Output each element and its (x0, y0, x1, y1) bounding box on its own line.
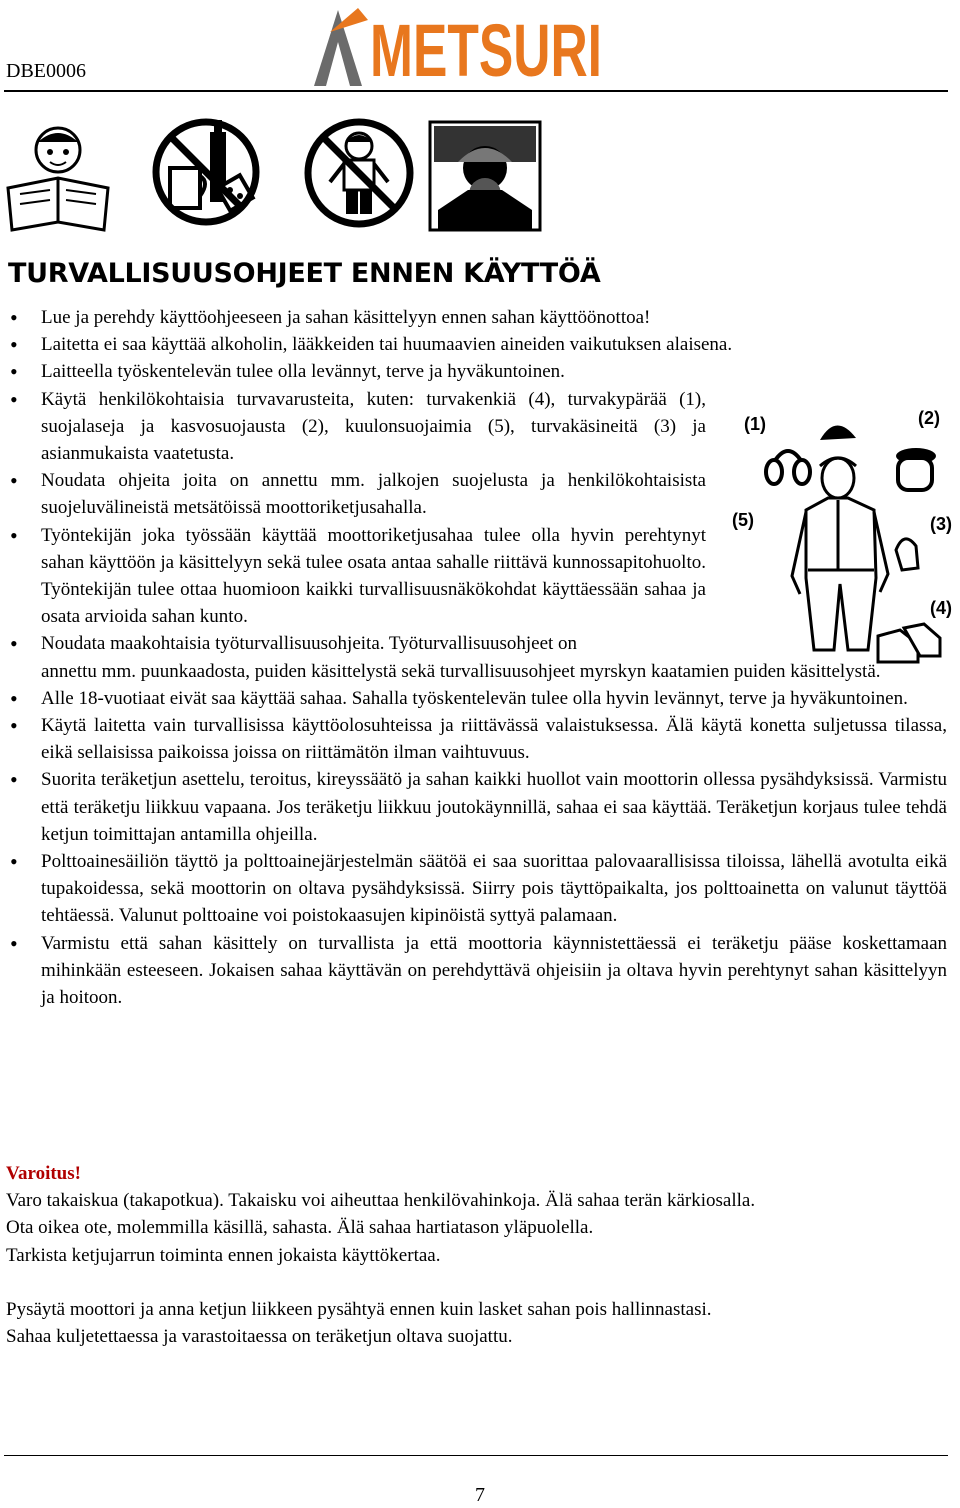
list-item: • Alle 18-vuotiaat eivät saa käyttää sahaa. Sahalla työskentelevän tulee olla hyvin levännyt, terve ja hyväkuntoinen. (0, 685, 947, 712)
header-divider (4, 90, 948, 92)
warning-title: Varoitus! (6, 1163, 81, 1184)
list-item: • Työntekijän joka työssään käyttää moottoriketjusahaa tulee olla hyvin perehtynyt sahan käyttöön ja käsittelyyn sekä tulee osata antaa sahalle riittävä kunnossapitohuolto. Työntekijän tulee ottaa huomioon kaikki turvallisuusnäkökohdat käyttäessään sahaa ja osata arvioida sahan kunto. (0, 522, 706, 631)
list-item: • Lue ja perehdy käyttöohjeeseen ja sahan käsittelyyn ennen sahan käyttöönottoa! (0, 304, 947, 331)
list-item: • Käytä henkilökohtaisia turvavarusteita, kuten: turvakenkiä (4), turvakypärää (1), suojalaseja ja kasvosuojausta (2), kuulonsuojaimia (5), turvakäsineitä (3) ja asianmukaista vaatetusta. (0, 386, 706, 468)
warning-block (6, 1160, 951, 1350)
list-item: • Polttoainesäiliön täyttö ja polttoainejärjestelmän säätöä ei saa suorittaa palovaarallisissa tiloissa, lähellä avotulta eikä tupakoidessa, sekä moottorin on oltava pysähdyksissä. Siirry pois täyttöpaikalta, jos polttoainetta on valunut täyttöä tehtäessä. Valunut polttoaine voi poistokaasujen kipinöistä syttyä palamaan. (0, 848, 947, 930)
figure-label-1: (1) (744, 414, 766, 434)
figure-label-5: (5) (732, 510, 754, 530)
figure-label-2: (2) (918, 408, 940, 428)
logo-wordmark: METSURI (370, 9, 602, 92)
no-alcohol-drugs-icon (150, 116, 262, 228)
no-children-icon (302, 116, 416, 230)
section-title: TURVALLISUUSOHJEET ENNEN KÄYTTÖÄ (8, 258, 601, 289)
list-item: • Käytä laitetta vain turvallisissa käyttöolosuhteissa ja riittävässä valaistuksessa. Älä käytä konetta suljetussa tilassa, eikä sellaisissa paikoissa joissa on riittämätön ilman vaihtuvuus. (0, 712, 947, 766)
list-item: • Laitetta ei saa käyttää alkoholin, lääkkeiden tai huumaavien aineiden vaikutuksen alaisena. (0, 331, 947, 358)
warning-line: Tarkista ketjujarrun toiminta ennen jokaista käyttökertaa. (6, 1244, 441, 1266)
warning-line: Pysäytä moottori ja anna ketjun liikkeen pysähtyä ennen kuin lasket sahan pois hallinnastasi. (6, 1298, 712, 1320)
protective-gear-icon (428, 120, 542, 232)
list-item: • Noudata ohjeita joita on annettu mm. jalkojen suojelusta ja henkilökohtaisista suojeluvälineistä metsätöissä moottoriketjusahalla. (0, 467, 706, 521)
list-item-line: Noudata maakohtaisia työturvallisuusohjeita. Työturvallisuusohjeet on (41, 633, 578, 655)
warning-line: Varo takaiskua (takapotkua). Takaisku voi aiheuttaa henkilövahinkoja. Älä sahaa terän kärkiosalla. (6, 1190, 756, 1212)
list-item: • Laitteella työskentelevän tulee olla levännyt, terve ja hyväkuntoinen. (0, 358, 947, 385)
warning-line: Sahaa kuljetettaessa ja varastoitaessa on teräketjun oltava suojattu. (6, 1326, 513, 1348)
paragraph-spacer (6, 1269, 951, 1296)
list-item-continuation: annettu mm. puunkaadosta, puiden käsittelystä sekä turvallisuusohjeet myrskyn kaatamien puiden käsittelystä. (41, 660, 881, 682)
safety-instructions-list (0, 304, 947, 1011)
logo-mark-icon (314, 8, 368, 86)
metsuri-logo (308, 2, 608, 92)
list-item: • Varmistu että sahan käsittely on turvallista ja että moottoria käynnistettäessä ei teräketju pääse koskettamaan mihinkään esteeseen. Jokaisen sahaa käyttävän on perehdyttävä ohjeisiin ja oltava hyvin perehtynyt sahan käsittelyyn ja hoitoon. (0, 930, 947, 1012)
list-item (0, 630, 947, 684)
figure-label-3: (3) (930, 514, 952, 534)
read-manual-icon (4, 118, 112, 234)
page-number: 7 (475, 1484, 485, 1506)
footer-divider (4, 1455, 948, 1456)
figure-label-4: (4) (930, 598, 952, 618)
warning-line: Ota oikea ote, molemmilla käsillä, sahasta. Älä sahaa hartiatason yläpuolella. (6, 1217, 594, 1239)
document-code: DBE0006 (6, 60, 86, 82)
list-item: • Suorita teräketjun asettelu, teroitus, kireyssäätö ja sahan kaikki huollot vain moottorin ollessa pysähdyksissä. Varmistu että teräketju liikkuu vapaana. Jos teräketju liikkuu joutokäynnillä, sahaa ei saa käyttää. Teräketjun korjaus tulee tehdä ketjun toimittajan antamilla ohjeilla. (0, 766, 947, 848)
